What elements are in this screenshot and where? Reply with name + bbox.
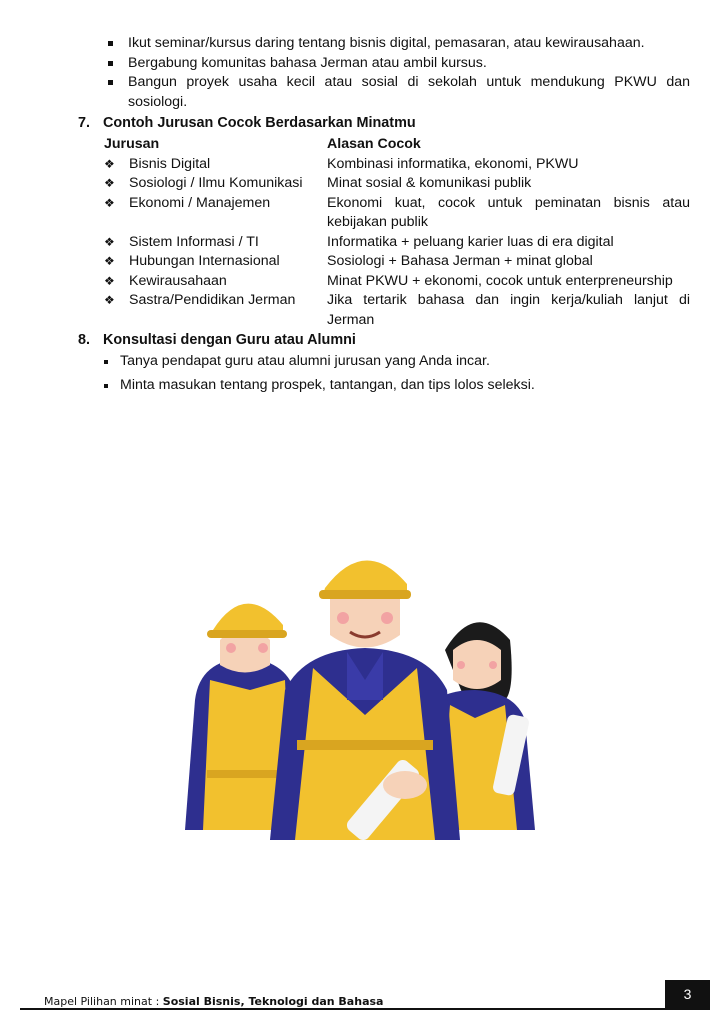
construction-workers-illustration [165,540,565,840]
bullet-square-icon [108,61,113,66]
diamond-bullet-icon: ❖ [104,273,115,288]
diamond-bullet-icon: ❖ [104,234,115,249]
jurusan-table [104,135,690,330]
footer-divider [20,1008,710,1010]
table-row: ❖ Sastra/Pendidikan Jerman Jika tertarik bahasa dan ingin kerja/kuliah lanjut di Jerman [104,291,690,330]
table-header [104,135,690,155]
worker-center [270,560,460,840]
diamond-bullet-icon: ❖ [104,254,115,268]
bullet-square-icon [108,80,113,85]
table-row: ❖ Hubungan Internasional Sosiologi + Bahasa Jerman + minat global [104,252,690,272]
diamond-bullet-icon: ❖ [104,176,115,190]
list-item: Tanya pendapat guru atau alumni jurusan yang Anda incar. [104,352,535,372]
list-item: Bergabung komunitas bahasa Jerman atau ambil kursus. [108,54,690,74]
table-row: ❖ Ekonomi / Manajemen Ekonomi kuat, cocok untuk peminatan bisnis atau kebijakan publik [104,194,690,233]
table-row: ❖ Sosiologi / Ilmu Komunikasi Minat sosial & komunikasi publik [104,174,690,194]
list-item: Bangun proyek usaha kecil atau sosial di sekolah untuk mendukung PKWU dan sosiologi. [108,73,690,112]
col-header-jurusan: Jurusan [104,136,160,152]
bullet-square-icon [104,384,108,388]
section-7-heading: 7. Contoh Jurusan Cocok Berdasarkan Minatmu [78,115,416,131]
diamond-bullet-icon: ❖ [104,195,115,210]
diamond-bullet-icon: ❖ [104,293,115,307]
section-8-heading: 8. Konsultasi dengan Guru atau Alumni [78,332,356,348]
section-8-bullet-list [104,352,535,399]
top-bullet-list [108,34,690,112]
bullet-square-icon [108,41,113,46]
list-item: Ikut seminar/kursus daring tentang bisnis digital, pemasaran, atau kewirausahaan. [108,34,690,54]
footer-text: Mapel Pilihan minat : Sosial Bisnis, Teknologi dan Bahasa [44,995,384,1008]
diamond-bullet-icon: ❖ [104,156,115,171]
table-row: ❖ Kewirausahaan Minat PKWU + ekonomi, cocok untuk enterpreneurship [104,272,690,292]
bullet-square-icon [104,360,108,364]
col-header-alasan: Alasan Cocok [327,136,421,152]
list-item: Minta masukan tentang prospek, tantangan, dan tips lolos seleksi. [104,376,535,396]
table-row: ❖ Bisnis Digital Kombinasi informatika, ekonomi, PKWU [104,155,690,175]
table-row: ❖ Sistem Informasi / TI Informatika + peluang karier luas di era digital [104,233,690,253]
page-number: 3 [665,980,710,1008]
